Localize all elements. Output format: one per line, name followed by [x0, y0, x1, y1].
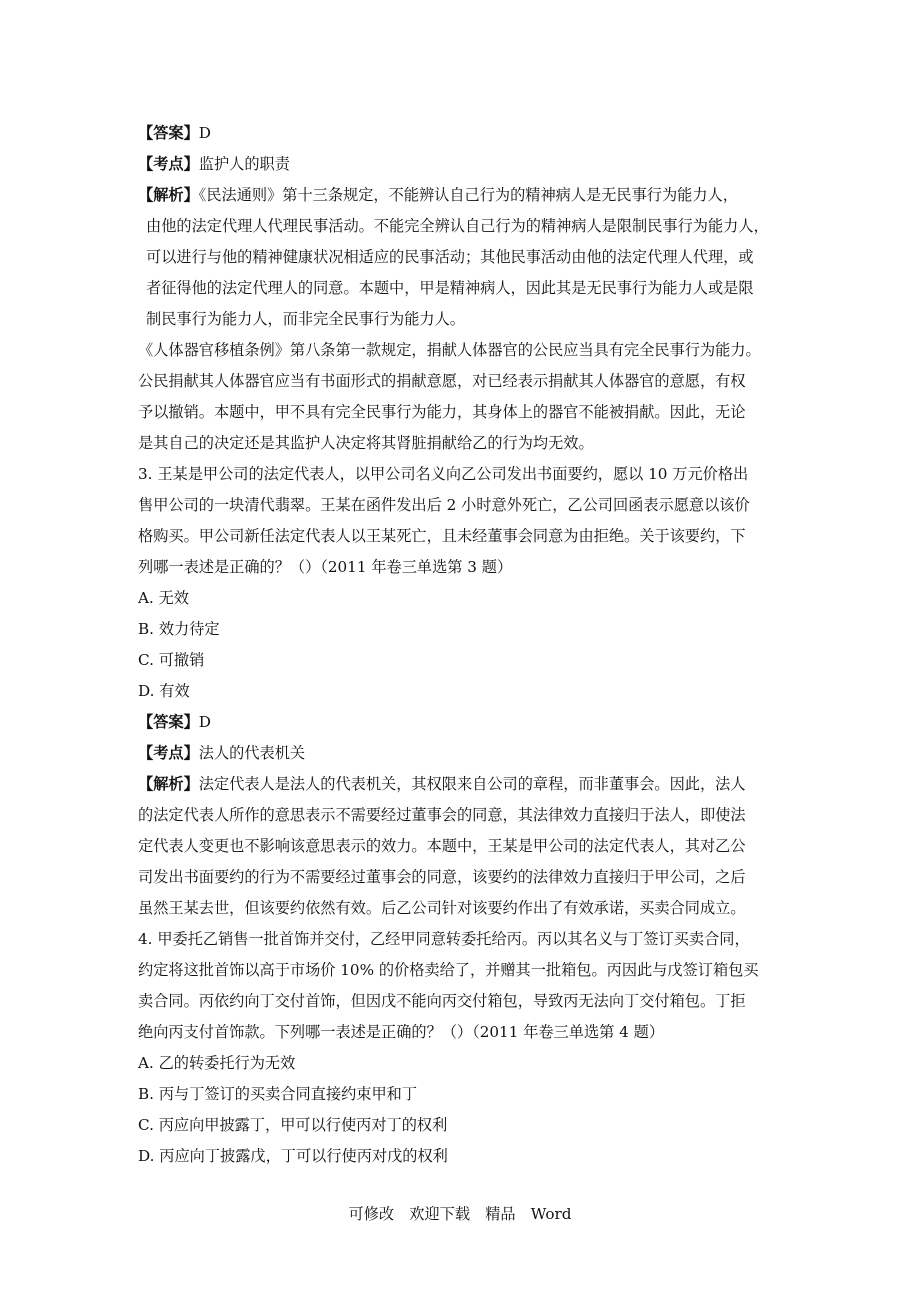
text-line	[138, 583, 790, 614]
text-line	[138, 180, 790, 211]
line-text: D	[198, 124, 211, 142]
line-text: 司发出书面要约的行为不需要经过董事会的同意，该要约的法律效力直接归于甲公司，之后	[138, 868, 746, 886]
text-line	[138, 273, 790, 304]
text-line	[138, 490, 790, 521]
text-line	[138, 1048, 790, 1079]
text-line	[138, 335, 790, 366]
line-text: 法定代表人是法人的代表机关，其权限来自公司的章程，而非董事会。因此，法人	[198, 775, 746, 793]
text-line	[138, 366, 790, 397]
line-text: 4. 甲委托乙销售一批首饰并交付，乙经甲同意转委托给丙。丙以其名义与丁签订买卖合同，	[138, 930, 750, 948]
text-line	[138, 893, 790, 924]
section-tag: 【解析】	[138, 186, 199, 204]
text-line	[138, 769, 790, 800]
text-line	[138, 459, 790, 490]
section-tag: 【答案】	[138, 713, 199, 731]
line-text: 《人体器官移植条例》第八条第一款规定，捐献人体器官的公民应当具有完全民事行为能力。	[138, 341, 761, 359]
line-text: 定代表人变更也不影响该意思表示的效力。本题中，王某是甲公司的法定代表人，其对乙公	[138, 837, 746, 855]
line-text: D	[198, 713, 211, 731]
text-line	[138, 707, 790, 738]
line-text: 法人的代表机关	[198, 744, 306, 762]
line-text: B. 丙与丁签订的买卖合同直接约束甲和丁	[138, 1085, 418, 1103]
text-line	[138, 428, 790, 459]
text-line	[138, 1017, 790, 1048]
line-text: C. 可撤销	[138, 651, 205, 669]
text-line	[138, 986, 790, 1017]
page-footer: 可修改 欢迎下载 精品 Word	[348, 1205, 572, 1223]
text-line	[138, 1079, 790, 1110]
text-line	[138, 800, 790, 831]
line-text: 的法定代表人所作的意思表示不需要经过董事会的同意，其法律效力直接归于法人，即使法	[138, 806, 746, 824]
text-line	[138, 862, 790, 893]
text-line	[138, 552, 790, 583]
text-line	[138, 1141, 790, 1172]
line-text: A. 无效	[138, 589, 189, 607]
line-text: B. 效力待定	[138, 620, 220, 638]
section-tag: 【解析】	[138, 775, 199, 793]
line-text: A. 乙的转委托行为无效	[138, 1054, 296, 1072]
text-line	[138, 118, 790, 149]
text-line	[138, 614, 790, 645]
text-line	[138, 211, 790, 242]
text-line	[138, 397, 790, 428]
text-line	[138, 149, 790, 180]
line-text: 格购买。甲公司新任法定代表人以王某死亡，且未经董事会同意为由拒绝。关于该要约，下	[138, 527, 746, 545]
line-text: D. 丙应向丁披露戊，丁可以行使丙对戊的权利	[138, 1147, 448, 1165]
line-text: 约定将这批首饰以高于市场价 10% 的价格卖给了，并赠其一批箱包。丙因此与戊签订箱包买	[138, 961, 759, 979]
section-tag: 【考点】	[138, 744, 199, 762]
text-line	[138, 645, 790, 676]
line-text: 虽然王某去世，但该要约依然有效。后乙公司针对该要约作出了有效承诺，买卖合同成立。	[138, 899, 746, 917]
line-text: 监护人的职责	[198, 155, 290, 173]
text-line	[138, 676, 790, 707]
line-text: 《民法通则》第十三条规定，不能辨认自己行为的精神病人是无民事行为能力人，	[198, 186, 738, 204]
line-text: 者征得他的法定代理人的同意。本题中，甲是精神病人，因此其是无民事行为能力人或是限	[146, 279, 754, 297]
line-text: 绝向丙支付首饰款。下列哪一表述是正确的？（）（2011 年卷三单选第 4 题）	[138, 1023, 665, 1041]
line-text: 卖合同。丙依约向丁交付首饰，但因戊不能向丙交付箱包，导致丙无法向丁交付箱包。丁拒	[138, 992, 746, 1010]
document-body	[138, 118, 790, 1172]
line-text: 制民事行为能力人，而非完全民事行为能力人。	[146, 310, 465, 328]
line-text: 公民捐献其人体器官应当有书面形式的捐献意愿，对已经表示捐献其人体器官的意愿，有权	[138, 372, 746, 390]
section-tag: 【考点】	[138, 155, 199, 173]
line-text: 是其自己的决定还是其监护人决定将其肾脏捐献给乙的行为均无效。	[138, 434, 594, 452]
text-line	[138, 521, 790, 552]
text-line	[138, 1110, 790, 1141]
text-line	[138, 831, 790, 862]
text-line	[138, 304, 790, 335]
line-text: 售甲公司的一块清代翡翠。王某在函件发出后 2 小时意外死亡，乙公司回函表示愿意以该价	[138, 496, 750, 514]
line-text: 由他的法定代理人代理民事活动。不能完全辨认自己行为的精神病人是限制民事行为能力人，	[146, 217, 769, 235]
text-line	[138, 242, 790, 273]
line-text: 可以进行与他的精神健康状况相适应的民事活动；其他民事活动由他的法定代理人代理，或	[146, 248, 754, 266]
text-line	[138, 738, 790, 769]
line-text: 3. 王某是甲公司的法定代表人，以甲公司名义向乙公司发出书面要约，愿以 10 万元价格出	[138, 465, 749, 483]
line-text: 列哪一表述是正确的？（）（2011 年卷三单选第 3 题）	[138, 558, 513, 576]
line-text: D. 有效	[138, 682, 190, 700]
text-line	[138, 955, 790, 986]
text-line	[138, 924, 790, 955]
section-tag: 【答案】	[138, 124, 199, 142]
line-text: C. 丙应向甲披露丁，甲可以行使丙对丁的权利	[138, 1116, 448, 1134]
line-text: 予以撤销。本题中，甲不具有完全民事行为能力，其身体上的器官不能被捐献。因此，无论	[138, 403, 746, 421]
